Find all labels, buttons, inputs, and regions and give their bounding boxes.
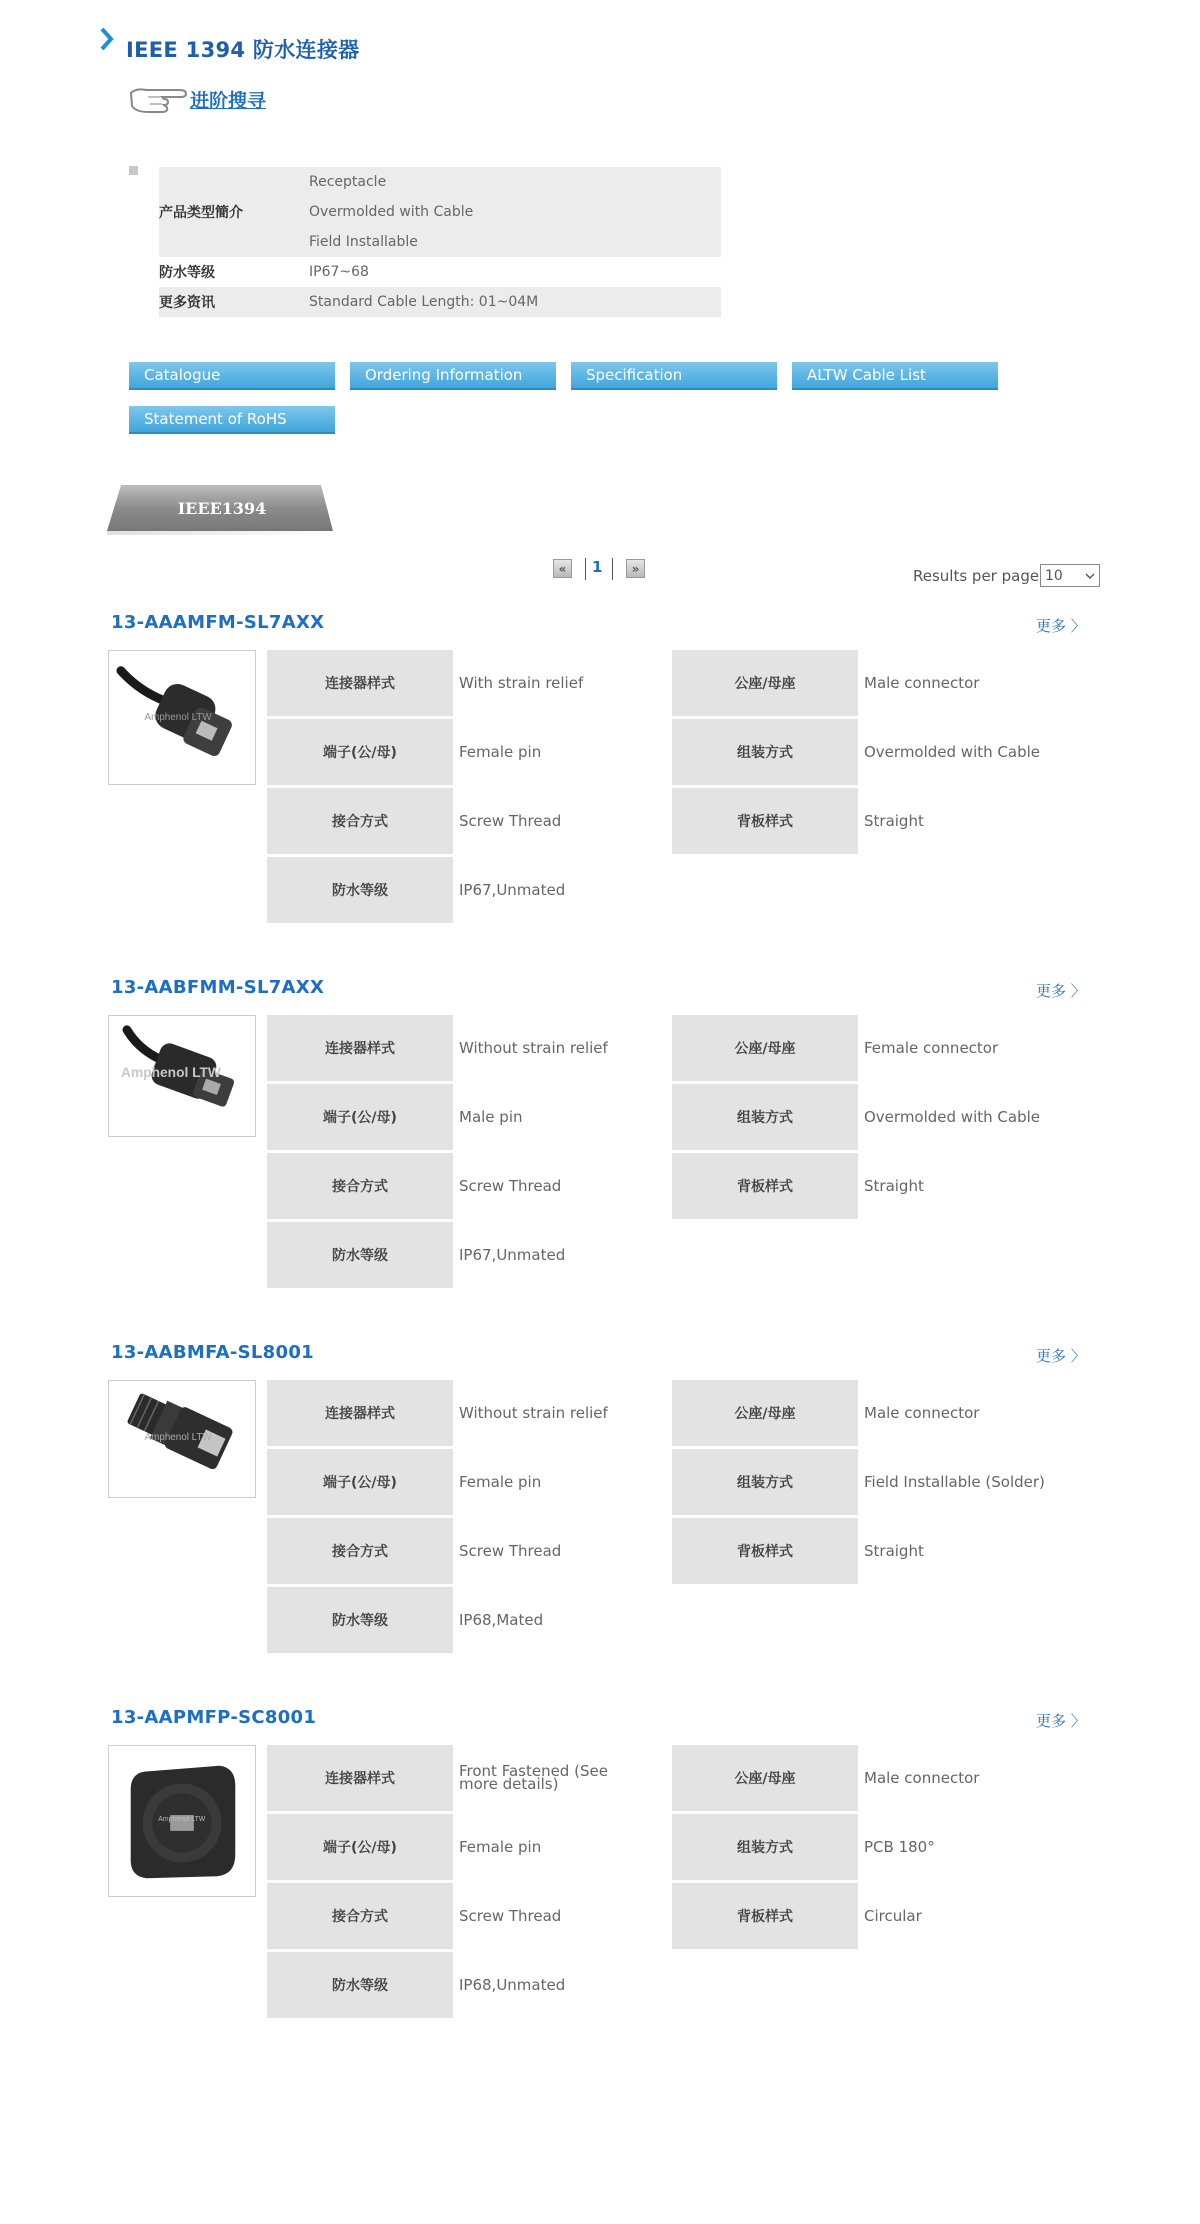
assembly-label: 组装方式 (672, 1084, 858, 1150)
more-info-label: 更多资讯 (159, 287, 309, 317)
product-image[interactable] (108, 1015, 256, 1137)
contact-label: 端子(公/母) (267, 1084, 453, 1150)
panel-label: 背板样式 (672, 1883, 858, 1949)
connector-style-label: 连接器样式 (267, 1380, 453, 1446)
bullet (129, 166, 138, 175)
specification-button[interactable]: Specification (571, 362, 777, 390)
product-type-label: 产品类型簡介 (159, 167, 309, 257)
assembly-label: 组装方式 (672, 1449, 858, 1515)
contact-value: Female pin (459, 1837, 542, 1856)
product-title[interactable]: 13-AAAMFM-SL7AXX (111, 612, 325, 633)
category-tab[interactable]: IEEE1394 (177, 498, 267, 518)
page-title: IEEE 1394 防水连接器 (126, 38, 360, 62)
connector-photo (109, 651, 255, 784)
next-page-button[interactable]: » (626, 559, 645, 578)
coupling-label: 接合方式 (267, 1518, 453, 1584)
connector-style-value: Front Fastened (See more details) (459, 1762, 608, 1793)
first-page-button[interactable]: « (553, 559, 572, 578)
contact-value: Female pin (459, 742, 542, 761)
rating-label: 防水等级 (267, 1952, 453, 2018)
more-link[interactable]: 更多 〉 (1036, 617, 1086, 635)
brand-watermark: Amphenol LTW (158, 1816, 206, 1823)
connector-photo (109, 1746, 255, 1896)
page-number-current[interactable]: 1 (592, 558, 603, 576)
brand-watermark: Amphenol LTW (144, 1431, 212, 1443)
pager-separator (585, 558, 586, 580)
panel-label: 背板样式 (672, 1153, 858, 1219)
more-link[interactable]: 更多 〉 (1036, 1347, 1086, 1365)
chevron-right-icon (98, 26, 116, 52)
gender-label: 公座/母座 (672, 1380, 858, 1446)
coupling-label: 接合方式 (267, 1153, 453, 1219)
contact-label: 端子(公/母) (267, 1449, 453, 1515)
product-type-value: Overmolded with Cable (309, 197, 721, 227)
assembly-value: Overmolded with Cable (864, 742, 1040, 761)
panel-label: 背板样式 (672, 1518, 858, 1584)
connector-style-label: 连接器样式 (267, 1015, 453, 1081)
product-type-value: Receptacle (309, 167, 721, 197)
gender-label: 公座/母座 (672, 650, 858, 716)
gender-value: Female connector (864, 1038, 999, 1057)
gender-label: 公座/母座 (672, 1015, 858, 1081)
results-per-page-value: 10 (1045, 567, 1063, 584)
summary-table (159, 167, 721, 317)
rating-value: IP67,Unmated (459, 1245, 566, 1264)
coupling-value: Screw Thread (459, 1176, 562, 1195)
product-title[interactable]: 13-AABMFA-SL8001 (111, 1342, 314, 1363)
connector-style-label: 连接器样式 (267, 650, 453, 716)
coupling-value: Screw Thread (459, 1541, 562, 1560)
assembly-value: Field Installable (Solder) (864, 1472, 1045, 1491)
connector-photo (109, 1016, 255, 1136)
chevron-down-icon (1085, 572, 1095, 580)
coupling-label: 接合方式 (267, 1883, 453, 1949)
product-image[interactable] (108, 1380, 256, 1498)
contact-value: Male pin (459, 1107, 523, 1126)
gender-label: 公座/母座 (672, 1745, 858, 1811)
panel-value: Straight (864, 811, 924, 830)
rating-value: IP68,Mated (459, 1610, 544, 1629)
assembly-value: PCB 180° (864, 1837, 935, 1856)
rating-value: IP67~68 (309, 264, 369, 280)
rating-label: 防水等级 (267, 1222, 453, 1288)
advanced-search-link[interactable]: 进阶搜寻 (190, 89, 267, 112)
product-image[interactable] (108, 650, 256, 785)
rating-label: 防水等级 (159, 265, 215, 281)
panel-value: Circular (864, 1906, 922, 1925)
product-type-value: Field Installable (309, 227, 721, 257)
rohs-statement-button[interactable]: Statement of RoHS (129, 406, 335, 434)
connector-style-label: 连接器样式 (267, 1745, 453, 1811)
connector-style-value: Without strain relief (459, 1403, 608, 1422)
results-per-page-label: Results per page (913, 567, 1040, 585)
cable-list-button[interactable]: ALTW Cable List (792, 362, 998, 390)
product-title[interactable]: 13-AABFMM-SL7AXX (111, 977, 325, 998)
more-link[interactable]: 更多 〉 (1036, 982, 1086, 1000)
product-image[interactable] (108, 1745, 256, 1897)
more-info-value: Standard Cable Length: 01~04M (309, 287, 721, 317)
connector-style-value: With strain relief (459, 673, 584, 692)
coupling-value: Screw Thread (459, 811, 562, 830)
panel-value: Straight (864, 1541, 924, 1560)
rating-value: IP68,Unmated (459, 1975, 566, 1994)
assembly-label: 组装方式 (672, 1814, 858, 1880)
ordering-information-button[interactable]: Ordering Information (350, 362, 556, 390)
contact-value: Female pin (459, 1472, 542, 1491)
rating-value: IP67,Unmated (459, 880, 566, 899)
assembly-label: 组装方式 (672, 719, 858, 785)
brand-watermark: Amphenol LTW (144, 711, 212, 723)
more-link[interactable]: 更多 〉 (1036, 1712, 1086, 1730)
contact-label: 端子(公/母) (267, 719, 453, 785)
coupling-value: Screw Thread (459, 1906, 562, 1925)
assembly-value: Overmolded with Cable (864, 1107, 1040, 1126)
connector-photo (109, 1381, 255, 1497)
coupling-label: 接合方式 (267, 788, 453, 854)
contact-label: 端子(公/母) (267, 1814, 453, 1880)
gender-value: Male connector (864, 673, 980, 692)
results-per-page-select[interactable] (1040, 564, 1100, 587)
advanced-search[interactable] (128, 82, 266, 116)
pointing-hand-icon (128, 82, 190, 116)
panel-label: 背板样式 (672, 788, 858, 854)
catalogue-button[interactable]: Catalogue (129, 362, 335, 390)
panel-value: Straight (864, 1176, 924, 1195)
gender-value: Male connector (864, 1768, 980, 1787)
rating-label: 防水等级 (267, 1587, 453, 1653)
product-title[interactable]: 13-AAPMFP-SC8001 (111, 1707, 317, 1728)
connector-style-value: Without strain relief (459, 1038, 608, 1057)
brand-watermark: Amphenol LTW (121, 1064, 221, 1080)
rating-label: 防水等级 (267, 857, 453, 923)
gender-value: Male connector (864, 1403, 980, 1422)
pager-separator (612, 558, 613, 580)
